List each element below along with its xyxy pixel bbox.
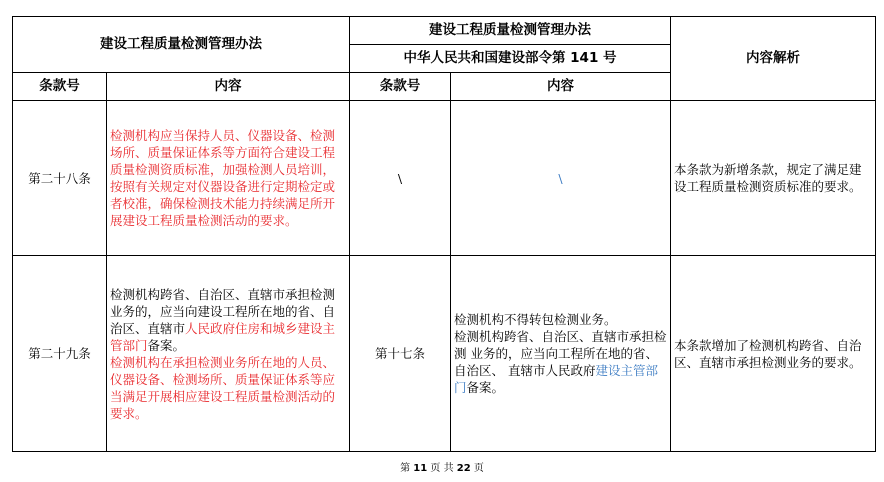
footer-middle: 页 共 [430,463,454,474]
footer-suffix: 页 [473,463,484,474]
current-page-number: 11 [413,463,428,474]
changed-text: 建设主管部门 [454,363,658,395]
old-clause-header: 条款号 [13,73,107,101]
new-clause-number: 第十七条 [350,256,451,452]
new-regulation-title: 建设工程质量检测管理办法 [350,17,671,45]
analysis-text: 本条款为新增条款，规定了满足建设工程质量检测资质标准的要求。 [671,101,876,256]
new-clause-content [451,256,671,452]
new-clause-content: \ [451,101,671,256]
old-clause-content [107,101,350,256]
old-clause-content [107,256,350,452]
content-text: 检测机构不得转包检测业务。 [454,312,617,327]
comparison-table [12,16,876,452]
analysis-text: 本条款增加了检测机构跨省、自治区、直辖市承担检测业务的要求。 [671,256,876,452]
total-pages-number: 22 [456,463,471,474]
content-text: 检测机构跨省、自治区、直辖市承担检测 业务的，应当向工程所在地的省、自治区、 直辖市人民政府 [454,329,667,378]
new-clause-number: \ [350,101,451,256]
changed-text: 人民政府住房和城乡建设主管部门 [110,320,336,353]
old-clause-number: 第二十九条 [13,256,107,452]
footer-prefix: 第 [400,463,411,474]
table-row [13,256,876,452]
page-footer [0,459,884,474]
content-text: 备案。 [147,337,186,353]
old-regulation-title: 建设工程质量检测管理办法 [13,17,350,73]
analysis-title: 内容解析 [671,17,876,101]
added-text: 检测机构在承担检测业务所在地的人员、仪器设备、检测场所、质量保证体系等应当满足开展相应建设工程质量检测活动的要求。 [110,354,336,421]
old-clause-number: 第二十八条 [13,101,107,256]
new-content-header: 内容 [451,73,671,101]
content-text: 检测机构跨省、自治区、直辖市承担检测业务的，应当向建设工程所在地的省、自治区、直辖市 [110,286,336,336]
added-text: 检测机构应当保持人员、仪器设备、检测场所、质量保证体系等方面符合建设工程质量检测资质标准，加强检测人员培训，按照有关规定对仪器设备进行定期检定或者校准，确保检测技术能力持续满足所开展建设工程质量检测活动的要求。 [110,128,336,228]
old-content-header: 内容 [107,73,350,101]
content-text: 备案。 [466,380,505,395]
new-clause-header: 条款号 [350,73,451,101]
table-row [13,101,876,256]
new-regulation-decree: 中华人民共和国建设部令第 141 号 [350,45,671,73]
